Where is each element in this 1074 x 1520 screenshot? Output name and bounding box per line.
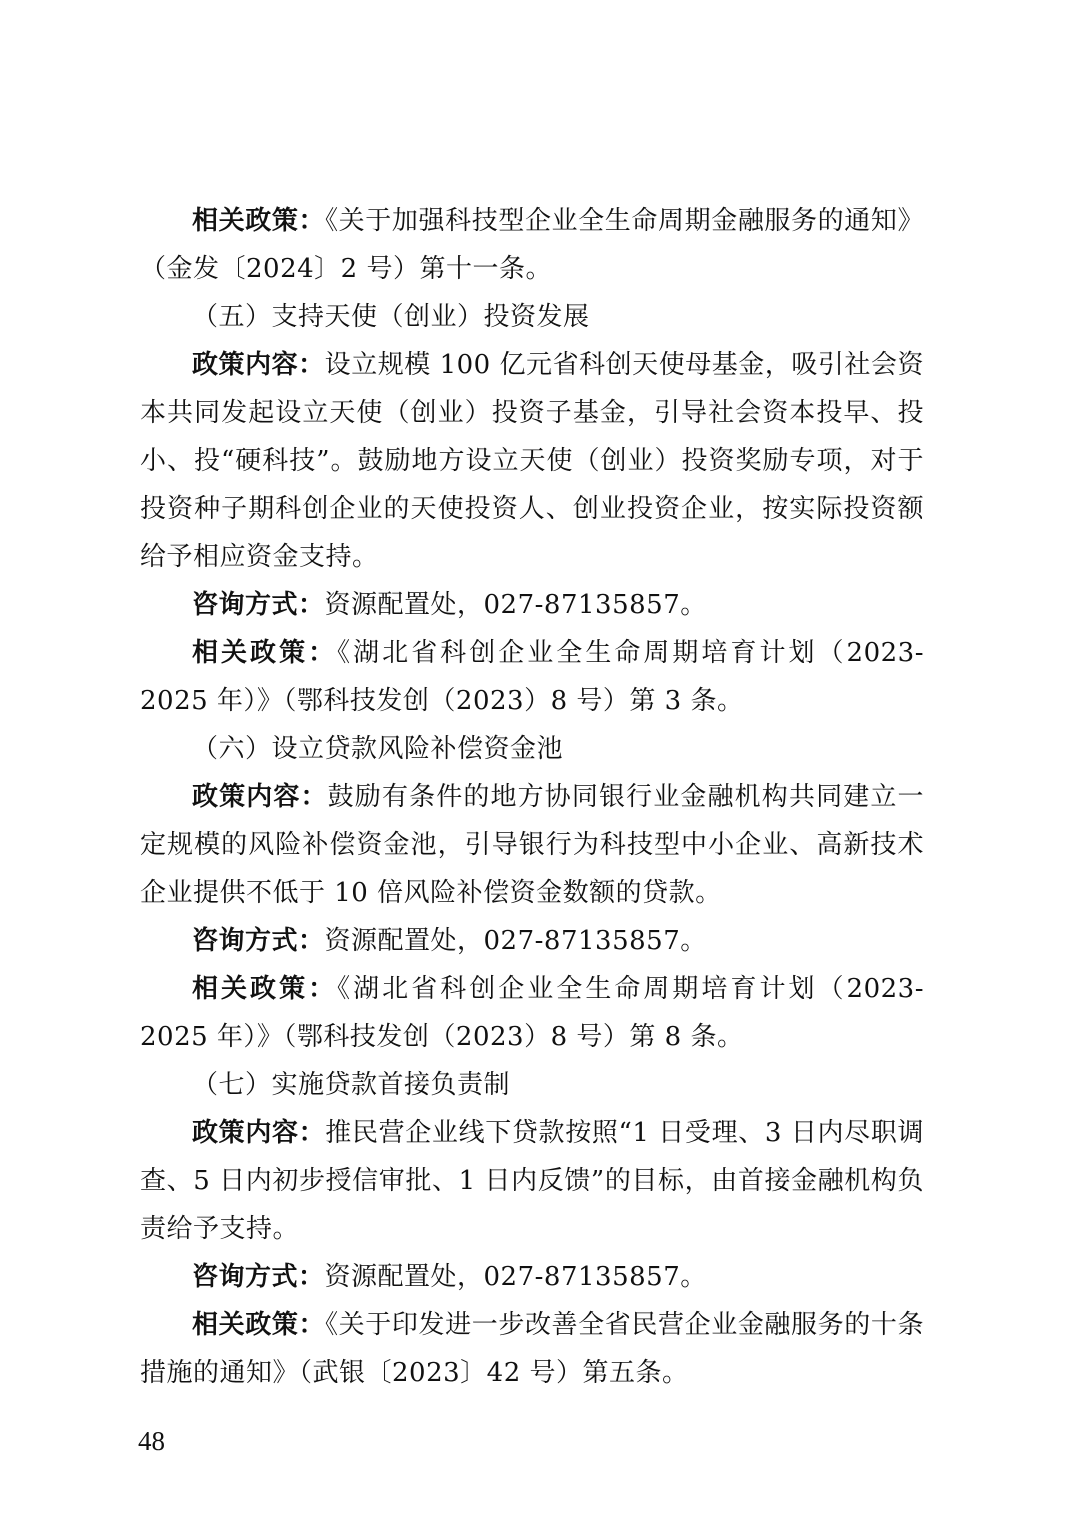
paragraph-label: 相关政策： xyxy=(192,974,338,1004)
paragraph-label: 咨询方式： xyxy=(192,926,325,956)
related-policy-paragraph xyxy=(140,1301,924,1397)
consultation-paragraph xyxy=(140,917,924,965)
related-policy-paragraph xyxy=(140,197,924,293)
paragraph-label: 相关政策： xyxy=(192,638,338,668)
paragraph-label: 政策内容： xyxy=(192,1118,326,1148)
section-heading xyxy=(140,725,924,773)
consultation-paragraph xyxy=(140,581,924,629)
heading-text: （五）支持天使（创业）投资发展 xyxy=(192,302,590,332)
paragraph-text: 《关于加强科技型企业全生命周期金融服务的通知》（金发〔2024〕2 号）第十一条。 xyxy=(140,206,924,284)
section-heading xyxy=(140,1061,924,1109)
paragraph-text: 推民营企业线下贷款按照“1 日受理、3 日内尽职调查、5 日内初步授信审批、1 日内反馈”的目标，由首接金融机构负责给予支持。 xyxy=(140,1118,924,1244)
document-body xyxy=(140,197,924,1397)
paragraph-label: 相关政策： xyxy=(192,1310,326,1340)
paragraph-text: 《湖北省科创企业全生命周期培育计划（2023-2025 年）》（鄂科技发创（2023）8 号）第 3 条。 xyxy=(140,638,924,716)
paragraph-text: 鼓励有条件的地方协同银行业金融机构共同建立一定规模的风险补偿资金池，引导银行为科技型中小企业、高新技术企业提供不低于 10 倍风险补偿资金数额的贷款。 xyxy=(140,782,924,908)
related-policy-paragraph xyxy=(140,965,924,1061)
paragraph-label: 政策内容： xyxy=(192,782,328,812)
heading-text: （七）实施贷款首接负责制 xyxy=(192,1070,511,1100)
paragraph-text: 设立规模 100 亿元省科创天使母基金，吸引社会资本共同发起设立天使（创业）投资子基金，引导社会资本投早、投小、投“硬科技”。鼓励地方设立天使（创业）投资奖励专项，对于投资种子期科创企业的天使投资人、创业投资企业，按实际投资额给予相应资金支持。 xyxy=(140,350,924,572)
consultation-paragraph xyxy=(140,1253,924,1301)
paragraph-label: 政策内容： xyxy=(192,350,325,380)
policy-content-paragraph xyxy=(140,1109,924,1253)
section-heading xyxy=(140,293,924,341)
related-policy-paragraph xyxy=(140,629,924,725)
paragraph-label: 相关政策： xyxy=(192,206,326,236)
paragraph-label: 咨询方式： xyxy=(192,1262,325,1292)
paragraph-label: 咨询方式： xyxy=(192,590,325,620)
policy-content-paragraph xyxy=(140,341,924,581)
paragraph-text: 《湖北省科创企业全生命周期培育计划（2023-2025 年）》（鄂科技发创（2023）8 号）第 8 条。 xyxy=(140,974,924,1052)
paragraph-text: 《关于印发进一步改善全省民营企业金融服务的十条措施的通知》（武银〔2023〕42 号）第五条。 xyxy=(140,1310,924,1388)
policy-content-paragraph xyxy=(140,773,924,917)
paragraph-text: 资源配置处，027-87135857。 xyxy=(324,926,707,956)
paragraph-text: 资源配置处，027-87135857。 xyxy=(324,590,707,620)
heading-text: （六）设立贷款风险补偿资金池 xyxy=(192,734,564,764)
page-number: 48 xyxy=(138,1426,165,1456)
paragraph-text: 资源配置处，027-87135857。 xyxy=(324,1262,707,1292)
